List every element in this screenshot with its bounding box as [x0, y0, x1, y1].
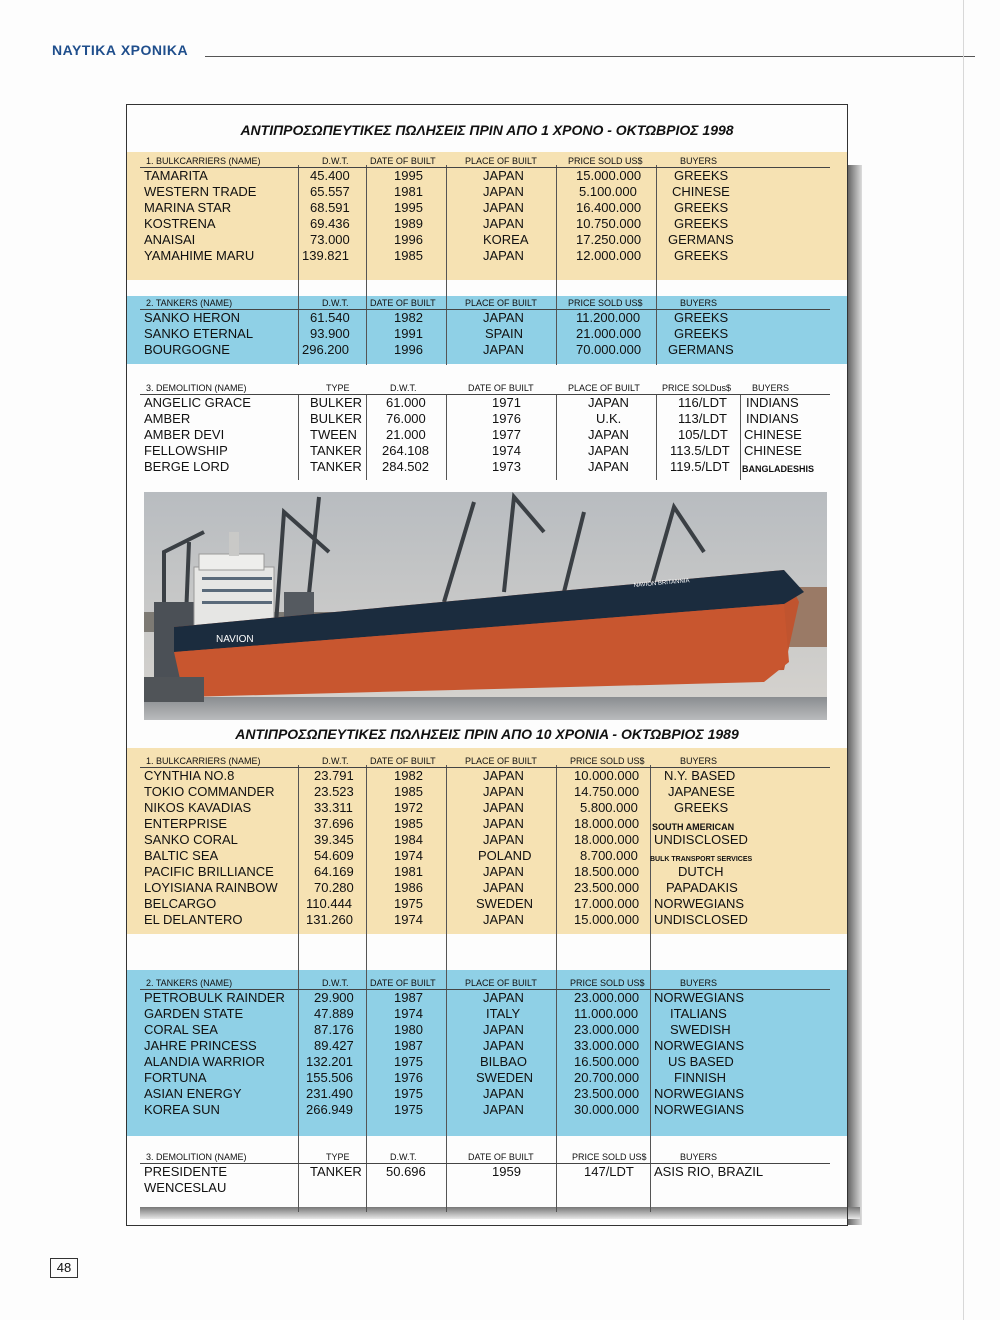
table-cell: TANKER	[310, 459, 362, 474]
table-cell: JAPAN	[483, 832, 524, 847]
table-cell: ITALIANS	[670, 1006, 727, 1021]
bow-name: NAVION BRITANNIA	[633, 578, 690, 589]
table-cell: POLAND	[478, 848, 532, 863]
table-cell: 1974	[492, 443, 521, 458]
table-cell: BULK TRANSPORT SERVICES	[650, 856, 753, 863]
table-cell: YAMAHIME MARU	[144, 248, 255, 263]
table-cell: 47.889	[314, 1006, 354, 1021]
col-header: PRICE SOLD US$	[572, 1152, 647, 1162]
table-cell: ANGELIC GRACE	[144, 395, 251, 410]
table-row	[140, 184, 830, 200]
table-cell: 50.696	[386, 1164, 426, 1179]
table-cell: JAPAN	[483, 216, 524, 231]
table-1989-demolition	[140, 1152, 830, 1196]
hull-name: NAVION	[216, 634, 254, 645]
table-cell: 70.000.000	[576, 342, 642, 357]
col-header: DATE OF BUILT	[370, 298, 436, 308]
table-cell: GREEKS	[674, 168, 729, 183]
table-cell: 1981	[394, 864, 423, 879]
table-row	[140, 800, 830, 816]
table-row	[140, 459, 830, 475]
table-row	[140, 880, 830, 896]
table-cell: 23.000.000	[574, 1022, 640, 1037]
table-cell: JAPAN	[483, 784, 524, 799]
table-cell: 87.176	[314, 1022, 354, 1037]
table-cell: 1976	[394, 1070, 423, 1085]
table-1998-demolition	[140, 383, 830, 475]
col-header: BUYERS	[752, 383, 790, 393]
table-cell: 23.500.000	[574, 880, 640, 895]
col-header: 1. BULKCARRIERS (NAME)	[146, 156, 261, 166]
table-cell: 1973	[492, 459, 521, 474]
table-cell: CORAL SEA	[144, 1022, 218, 1037]
table-cell: JAPAN	[483, 990, 524, 1005]
table-1998-bulk	[140, 156, 830, 264]
table-cell: BALTIC SEA	[144, 848, 219, 863]
table-cell: 11.200.000	[576, 310, 641, 325]
table-cell: PAPADAKIS	[666, 880, 738, 895]
table-row	[140, 427, 830, 443]
table-cell: AMBER	[144, 411, 191, 426]
table-cell: 1975	[394, 896, 423, 911]
table-header	[140, 156, 830, 168]
table-cell: JAPAN	[483, 1086, 524, 1101]
table-cell: 10.750.000	[576, 216, 642, 231]
table-row	[140, 1054, 830, 1070]
table-row	[140, 1086, 830, 1102]
table-cell: 1975	[394, 1102, 423, 1117]
masthead-rule	[205, 56, 975, 57]
table-cell: 61.540	[310, 310, 350, 325]
table-cell: 1974	[394, 1006, 423, 1021]
table-1998-tankers	[140, 298, 830, 358]
table-1989-tankers	[140, 978, 830, 1118]
table-cell: ASIS RIO, BRAZIL	[654, 1164, 764, 1179]
table-row	[140, 848, 830, 864]
table-cell: NORWEGIANS	[654, 1038, 745, 1053]
table-cell: GERMANS	[668, 232, 734, 247]
col-header: BUYERS	[680, 298, 718, 308]
heading-1989: ΑΝΤΙΠΡΟΣΩΠΕΥΤΙΚΕΣ ΠΩΛΗΣΕΙΣ ΠΡΙΝ ΑΠΟ 10 ΧΡΟΝΙΑ - ΟΚΤΩΒΡΙΟΣ 1989	[235, 726, 739, 742]
table-cell: 1982	[394, 310, 423, 325]
table-cell: 1991	[394, 326, 423, 341]
table-header	[140, 978, 830, 990]
table-cell: JAPAN	[588, 443, 629, 458]
table-cell: 1971	[492, 395, 521, 410]
table-cell: 231.490	[306, 1086, 353, 1101]
table-cell: UNDISCLOSED	[654, 832, 748, 847]
table-cell: 10.000.000	[574, 768, 640, 783]
table-row	[140, 768, 830, 784]
table-cell: JAPAN	[483, 184, 524, 199]
table-cell: 33.311	[314, 800, 353, 815]
table-cell: GERMANS	[668, 342, 734, 357]
table-row	[140, 1180, 830, 1196]
table-cell: 119.5/LDT	[670, 459, 730, 474]
table-cell: 1989	[394, 216, 423, 231]
table-cell: 33.000.000	[574, 1038, 640, 1053]
table-cell: 21.000	[386, 427, 426, 442]
col-header: PRICE SOLD US$	[568, 298, 643, 308]
table-cell: 37.696	[314, 816, 354, 831]
table-cell: KOSTRENA	[144, 216, 216, 231]
table-cell: 1977	[492, 427, 521, 442]
table-cell: 89.427	[314, 1038, 354, 1053]
table-cell: 1980	[394, 1022, 423, 1037]
table-cell: 23.000.000	[574, 990, 640, 1005]
masthead: ΝΑΥΤΙΚΑ ΧΡΟΝΙΚΑ	[52, 42, 189, 58]
col-header: 1. BULKCARRIERS (NAME)	[146, 756, 261, 766]
table-cell: FELLOWSHIP	[144, 443, 228, 458]
table-cell: GARDEN STATE	[144, 1006, 244, 1021]
table-cell: 23.500.000	[574, 1086, 640, 1101]
table-cell: JAPAN	[588, 395, 629, 410]
table-cell: 69.436	[310, 216, 350, 231]
table-cell: 1987	[394, 1038, 423, 1053]
table-cell: INDIANS	[746, 411, 799, 426]
table-cell: 15.000.000	[576, 168, 642, 183]
table-cell: U.K.	[596, 411, 622, 426]
col-header: BUYERS	[680, 978, 718, 988]
table-cell: AMBER DEVI	[144, 427, 225, 442]
table-cell: SOUTH AMERICAN	[652, 822, 735, 832]
table-cell: 73.000	[310, 232, 350, 247]
col-header: 3. DEMOLITION (NAME)	[146, 1152, 247, 1162]
table-cell: BULKER	[310, 411, 363, 426]
table-row	[140, 326, 830, 342]
table-cell: JAPAN	[483, 768, 524, 783]
table-row	[140, 1164, 830, 1180]
table-cell: TANKER	[310, 1164, 362, 1179]
table-cell: 1975	[394, 1054, 423, 1069]
table-cell: CHINESE	[744, 443, 802, 458]
table-cell: PACIFIC BRILLIANCE	[144, 864, 274, 879]
table-header	[140, 298, 830, 310]
table-cell: WENCESLAU	[144, 1180, 227, 1195]
table-cell: JAPAN	[588, 459, 629, 474]
table-cell: 1981	[394, 184, 423, 199]
col-header: TYPE	[326, 1152, 350, 1162]
table-cell: 23.523	[314, 784, 354, 799]
table-cell: 296.200	[302, 342, 349, 357]
table-row	[140, 1070, 830, 1086]
col-header: D.W.T.	[390, 383, 417, 393]
col-header: BUYERS	[680, 756, 718, 766]
table-cell: TWEEN	[310, 427, 357, 442]
table-cell: 266.949	[306, 1102, 353, 1117]
col-header: 2. TANKERS (NAME)	[146, 298, 233, 308]
table-row	[140, 168, 830, 184]
table-cell: JAPAN	[483, 864, 524, 879]
col-header: PRICE SOLD US$	[570, 756, 645, 766]
table-row	[140, 232, 830, 248]
col-header: D.W.T.	[322, 298, 349, 308]
col-header: TYPE	[326, 383, 350, 393]
table-row	[140, 200, 830, 216]
table-cell: INDIANS	[746, 395, 799, 410]
table-cell: 15.000.000	[574, 912, 640, 927]
table-cell: GREEKS	[674, 326, 729, 341]
table-row	[140, 411, 830, 427]
table-cell: 155.506	[306, 1070, 353, 1085]
table-cell: BANGLADESHIS	[742, 464, 815, 474]
table-header	[140, 383, 830, 395]
table-row	[140, 395, 830, 411]
table-cell: 1985	[394, 248, 423, 263]
table-cell: 65.557	[310, 184, 350, 199]
table-cell: 39.345	[314, 832, 354, 847]
table-cell: 16.400.000	[576, 200, 642, 215]
table-row	[140, 443, 830, 459]
table-cell: CHINESE	[672, 184, 730, 199]
table-cell: JAPAN	[483, 248, 524, 263]
table-cell: 1995	[394, 200, 423, 215]
table-cell: 1985	[394, 816, 423, 831]
table-cell: DUTCH	[678, 864, 724, 879]
table-cell: 17.250.000	[576, 232, 642, 247]
table-row	[140, 1006, 830, 1022]
table-cell: SANKO HERON	[144, 310, 241, 325]
table-cell: 68.591	[310, 200, 350, 215]
table-cell: SWEDEN	[476, 896, 534, 911]
table-cell: JAPAN	[483, 1022, 524, 1037]
table-cell: 284.502	[382, 459, 429, 474]
table-row	[140, 216, 830, 232]
table-cell: ITALY	[486, 1006, 521, 1021]
table-cell: 16.500.000	[574, 1054, 640, 1069]
col-header: PRICE SOLD US$	[568, 156, 643, 166]
table-cell: 93.900	[310, 326, 350, 341]
table-header	[140, 756, 830, 768]
col-header: PRICE SOLDus$	[662, 383, 732, 393]
table-cell: 18.000.000	[574, 816, 640, 831]
table-cell: WESTERN TRADE	[144, 184, 257, 199]
table-cell: 1972	[394, 800, 423, 815]
ship-photo	[144, 492, 827, 720]
table-cell: 1974	[394, 912, 423, 927]
table-cell: 29.900	[314, 990, 354, 1005]
table-cell: JAPAN	[483, 800, 524, 815]
table-cell: KOREA SUN	[144, 1102, 220, 1117]
table-cell: NORWEGIANS	[654, 1086, 745, 1101]
table-cell: JAPAN	[483, 816, 524, 831]
col-header: DATE OF BUILT	[370, 978, 436, 988]
table-cell: JAPAN	[588, 427, 629, 442]
table-cell: CYNTHIA NO.8	[144, 768, 235, 783]
table-cell: PRESIDENTE	[144, 1164, 228, 1179]
table-cell: 76.000	[386, 411, 426, 426]
table-row	[140, 342, 830, 358]
table-cell: 1985	[394, 784, 423, 799]
table-cell: NORWEGIANS	[654, 1102, 745, 1117]
table-row	[140, 310, 830, 326]
table-row	[140, 832, 830, 848]
table-cell: 1996	[394, 232, 423, 247]
table-cell: 1986	[394, 880, 423, 895]
table-row	[140, 896, 830, 912]
table-cell: N.Y. BASED	[664, 768, 736, 783]
table-cell: 1976	[492, 411, 521, 426]
table-cell: CHINESE	[744, 427, 802, 442]
table-cell: NORWEGIANS	[654, 896, 745, 911]
table-row	[140, 816, 830, 832]
col-header: PLACE OF BUILT	[465, 156, 537, 166]
table-cell: ALANDIA WARRIOR	[144, 1054, 265, 1069]
col-header: D.W.T.	[322, 978, 349, 988]
table-cell: GREEKS	[674, 800, 729, 815]
table-cell: GREEKS	[674, 200, 729, 215]
heading-1998: ΑΝΤΙΠΡΟΣΩΠΕΥΤΙΚΕΣ ΠΩΛΗΣΕΙΣ ΠΡΙΝ ΑΠΟ 1 ΧΡΟΝΟ - ΟΚΤΩΒΡΙΟΣ 1998	[240, 122, 734, 138]
table-cell: NIKOS KAVADIAS	[144, 800, 252, 815]
table-cell: EL DELANTERO	[144, 912, 243, 927]
table-cell: JAPAN	[483, 912, 524, 927]
table-cell: 110.444	[306, 896, 353, 911]
table-cell: 14.750.000	[574, 784, 640, 799]
table-cell: BILBAO	[480, 1054, 527, 1069]
table-cell: 105/LDT	[678, 427, 728, 442]
col-header: PLACE OF BUILT	[568, 383, 640, 393]
table-cell: 30.000.000	[574, 1102, 640, 1117]
table-cell: BULKER	[310, 395, 363, 410]
table-cell: SPAIN	[485, 326, 524, 341]
table-cell: 116/LDT	[678, 395, 727, 410]
col-header: PLACE OF BUILT	[465, 756, 537, 766]
table-row	[140, 1102, 830, 1118]
table-cell: 131.260	[306, 912, 353, 927]
table-cell: GREEKS	[674, 248, 729, 263]
table-cell: 17.000.000	[574, 896, 640, 911]
table-cell: MARINA STAR	[144, 200, 232, 215]
table-cell: 18.000.000	[574, 832, 640, 847]
table-cell: GREEKS	[674, 310, 729, 325]
table-cell: ANAISAI	[144, 232, 196, 247]
col-header: D.W.T.	[322, 756, 349, 766]
table-cell: 1995	[394, 168, 423, 183]
table-cell: 1975	[394, 1086, 423, 1101]
table-cell: 21.000.000	[576, 326, 642, 341]
table-row	[140, 248, 830, 264]
col-header: PLACE OF BUILT	[465, 978, 537, 988]
table-cell: LOYISIANA RAINBOW	[144, 880, 278, 895]
col-header: BUYERS	[680, 156, 718, 166]
col-header: DATE OF BUILT	[468, 1152, 534, 1162]
table-cell: 5.100.000	[579, 184, 637, 199]
table-cell: 113.5/LDT	[670, 443, 730, 458]
table-cell: 1987	[394, 990, 423, 1005]
table-row	[140, 990, 830, 1006]
table-cell: JAPAN	[483, 1102, 524, 1117]
table-cell: 1959	[492, 1164, 521, 1179]
table-cell: FINNISH	[674, 1070, 726, 1085]
table-1989-bulk	[140, 756, 830, 928]
table-cell: US BASED	[668, 1054, 734, 1069]
table-row	[140, 1022, 830, 1038]
table-cell: 5.800.000	[580, 800, 638, 815]
table-cell: 45.400	[310, 168, 350, 183]
table-cell: 1982	[394, 768, 423, 783]
table-cell: TOKIO COMMANDER	[144, 784, 275, 799]
table-row	[140, 864, 830, 880]
table-cell: 20.700.000	[574, 1070, 640, 1085]
table-cell: GREEKS	[674, 216, 729, 231]
table-cell: 54.609	[314, 848, 354, 863]
table-row	[140, 1038, 830, 1054]
table-cell: 18.500.000	[574, 864, 640, 879]
table-cell: ENTERPRISE	[144, 816, 228, 831]
table-cell: JAHRE PRINCESS	[144, 1038, 257, 1053]
table-cell: 1996	[394, 342, 423, 357]
table-header	[140, 1152, 830, 1164]
page-number: 48	[50, 1258, 78, 1278]
table-cell: JAPAN	[483, 1038, 524, 1053]
table-cell: 132.201	[306, 1054, 353, 1069]
col-header: D.W.T.	[322, 156, 349, 166]
table-cell: SANKO CORAL	[144, 832, 238, 847]
table-cell: SWEDEN	[476, 1070, 534, 1085]
col-header: D.W.T.	[390, 1152, 417, 1162]
col-header: DATE OF BUILT	[468, 383, 534, 393]
table-cell: NORWEGIANS	[654, 990, 745, 1005]
table-cell: 1984	[394, 832, 423, 847]
table-cell: TANKER	[310, 443, 362, 458]
table-cell: KOREA	[483, 232, 529, 247]
ship-illustration	[144, 492, 827, 720]
table-cell: 61.000	[386, 395, 426, 410]
table-cell: SWEDISH	[670, 1022, 731, 1037]
table-cell: 70.280	[314, 880, 354, 895]
table-cell: 147/LDT	[584, 1164, 634, 1179]
col-header: DATE OF BUILT	[370, 156, 436, 166]
col-header: 3. DEMOLITION (NAME)	[146, 383, 247, 393]
table-cell: 139.821	[302, 248, 349, 263]
col-header: PRICE SOLD US$	[570, 978, 645, 988]
table-cell: ASIAN ENERGY	[144, 1086, 242, 1101]
table-cell: TAMARITA	[144, 168, 208, 183]
table-cell: UNDISCLOSED	[654, 912, 748, 927]
col-header: BUYERS	[680, 1152, 718, 1162]
table-cell: 264.108	[382, 443, 429, 458]
table-cell: BOURGOGNE	[144, 342, 230, 357]
table-cell: JAPAN	[483, 200, 524, 215]
table-cell: SANKO ETERNAL	[144, 326, 254, 341]
table-cell: 1974	[394, 848, 423, 863]
table-cell: 11.000.000	[574, 1006, 639, 1021]
table-cell: 23.791	[314, 768, 354, 783]
col-header: DATE OF BUILT	[370, 756, 436, 766]
table-cell: 113/LDT	[678, 411, 727, 426]
table-cell: BELCARGO	[144, 896, 217, 911]
table-cell: JAPAN	[483, 168, 524, 183]
col-header: PLACE OF BUILT	[465, 298, 537, 308]
table-cell: JAPAN	[483, 310, 524, 325]
table-cell: JAPANESE	[668, 784, 735, 799]
col-header: 2. TANKERS (NAME)	[146, 978, 233, 988]
table-cell: 64.169	[314, 864, 354, 879]
table-row	[140, 912, 830, 928]
table-cell: PETROBULK RAINDER	[144, 990, 285, 1005]
table-cell: 8.700.000	[580, 848, 638, 863]
table-row	[140, 784, 830, 800]
table-cell: JAPAN	[483, 880, 524, 895]
table-cell: BERGE LORD	[144, 459, 230, 474]
table-cell: JAPAN	[483, 342, 524, 357]
table-cell: 12.000.000	[576, 248, 642, 263]
shadow-right	[848, 165, 862, 1225]
page-edge	[963, 0, 964, 1320]
table-cell: FORTUNA	[144, 1070, 207, 1085]
